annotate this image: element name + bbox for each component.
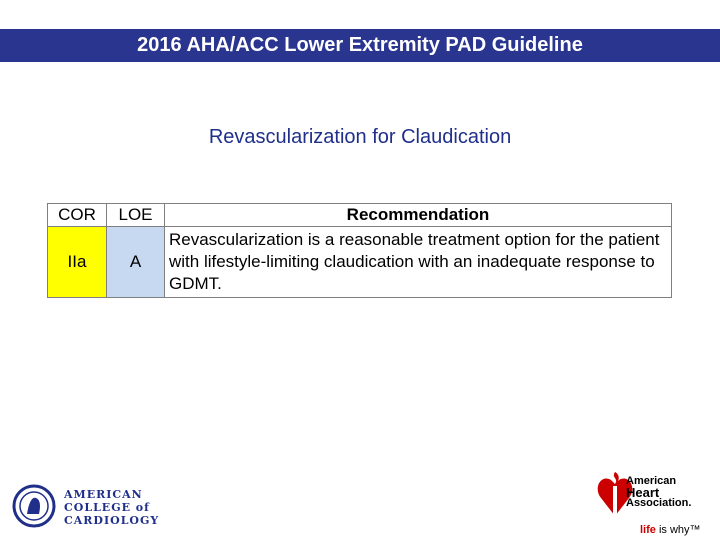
- acc-logo-text: AMERICAN COLLEGE of CARDIOLOGY: [64, 488, 160, 527]
- page-title: 2016 AHA/ACC Lower Extremity PAD Guideline: [137, 34, 583, 56]
- section-subtitle: Revascularization for Claudication: [208, 126, 512, 148]
- header-recommendation: Recommendation: [165, 204, 672, 227]
- header-loe: LOE: [107, 204, 165, 227]
- recommendation-table: [47, 203, 672, 298]
- recommendation-cell: Revascularization is a reasonable treatment option for the patient with lifestyle-limiting claudication with an inadequate response to GDMT.: [165, 227, 672, 298]
- cor-cell: IIa: [48, 227, 107, 298]
- header-cor: COR: [48, 204, 107, 227]
- aha-logo-text: American Heart Association.: [626, 475, 692, 509]
- aha-tagline: life is why™: [640, 524, 701, 536]
- title-banner: [0, 29, 720, 62]
- table-row: [48, 227, 672, 298]
- loe-cell: A: [107, 227, 165, 298]
- table-header-row: [48, 204, 672, 227]
